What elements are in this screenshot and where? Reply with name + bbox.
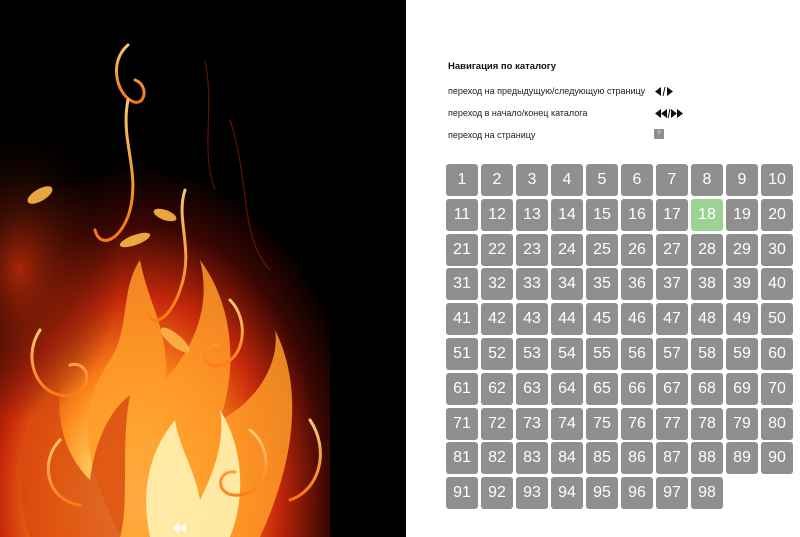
page-button[interactable]: 27 xyxy=(656,234,688,266)
legend-first-last: переход в начало/конец каталога xyxy=(448,108,588,118)
legend-title: Навигация по каталогу xyxy=(448,61,557,72)
page-button[interactable]: 38 xyxy=(691,268,723,300)
page-button[interactable]: 23 xyxy=(516,234,548,266)
page-button[interactable]: 86 xyxy=(621,442,653,474)
page-button[interactable]: 78 xyxy=(691,408,723,440)
page-button[interactable]: 4 xyxy=(551,164,583,196)
page-button[interactable]: 37 xyxy=(656,268,688,300)
page-button[interactable]: 69 xyxy=(726,373,758,405)
legend-prev-next: переход на предыдущую/следующую страницу xyxy=(448,86,646,96)
page-button[interactable]: 72 xyxy=(481,408,513,440)
page-button[interactable]: 83 xyxy=(516,442,548,474)
page-button[interactable]: 68 xyxy=(691,373,723,405)
page-button[interactable]: 51 xyxy=(446,338,478,370)
page-button[interactable]: 34 xyxy=(551,268,583,300)
page-button[interactable]: 11 xyxy=(446,199,478,231)
page-button[interactable]: 62 xyxy=(481,373,513,405)
page-button[interactable]: 45 xyxy=(586,303,618,335)
legend-go-to-page: переход на страницу xyxy=(448,130,536,140)
page-button[interactable]: 84 xyxy=(551,442,583,474)
prev-next-icon xyxy=(655,87,673,96)
page-button[interactable]: 98 xyxy=(691,477,723,509)
page-button[interactable]: 95 xyxy=(586,477,618,509)
page-button[interactable]: 73 xyxy=(516,408,548,440)
page-button[interactable]: 93 xyxy=(516,477,548,509)
page-button[interactable]: 59 xyxy=(726,338,758,370)
page-button[interactable]: 24 xyxy=(551,234,583,266)
page-button[interactable]: 13 xyxy=(516,199,548,231)
page-button[interactable]: 47 xyxy=(656,303,688,335)
page-button[interactable]: 54 xyxy=(551,338,583,370)
page-button[interactable]: 19 xyxy=(726,199,758,231)
page-button[interactable]: 14 xyxy=(551,199,583,231)
page-button[interactable]: 81 xyxy=(446,442,478,474)
page-button[interactable]: 16 xyxy=(621,199,653,231)
page-button[interactable]: 82 xyxy=(481,442,513,474)
page-button[interactable]: 85 xyxy=(586,442,618,474)
page-button[interactable]: 28 xyxy=(691,234,723,266)
page-button[interactable]: 64 xyxy=(551,373,583,405)
page-button[interactable]: 17 xyxy=(656,199,688,231)
page-button[interactable]: 29 xyxy=(726,234,758,266)
page-button[interactable]: 90 xyxy=(761,442,793,474)
page-button[interactable]: 55 xyxy=(586,338,618,370)
page-button[interactable]: 7 xyxy=(656,164,688,196)
page-button[interactable]: 56 xyxy=(621,338,653,370)
page-button[interactable]: 48 xyxy=(691,303,723,335)
page-button[interactable]: 32 xyxy=(481,268,513,300)
page-button[interactable]: 97 xyxy=(656,477,688,509)
prev-arrow-icon xyxy=(172,523,180,533)
page-button[interactable]: 15 xyxy=(586,199,618,231)
page-button[interactable]: 52 xyxy=(481,338,513,370)
page-button[interactable]: 61 xyxy=(446,373,478,405)
page-button[interactable]: 43 xyxy=(516,303,548,335)
page-button[interactable]: 94 xyxy=(551,477,583,509)
page-button[interactable]: 49 xyxy=(726,303,758,335)
page-button[interactable]: 96 xyxy=(621,477,653,509)
page-button[interactable]: 10 xyxy=(761,164,793,196)
page-button[interactable]: 80 xyxy=(761,408,793,440)
page-button[interactable]: 3 xyxy=(516,164,548,196)
page-button[interactable]: 1 xyxy=(446,164,478,196)
page-button[interactable]: 57 xyxy=(656,338,688,370)
page-button[interactable]: 36 xyxy=(621,268,653,300)
page-button[interactable]: 67 xyxy=(656,373,688,405)
page-button[interactable]: 66 xyxy=(621,373,653,405)
page-number-grid xyxy=(446,164,793,509)
page-button[interactable]: 76 xyxy=(621,408,653,440)
page-button-current[interactable]: 18 xyxy=(691,199,723,231)
page-button[interactable]: 31 xyxy=(446,268,478,300)
go-to-page-icon: ? xyxy=(654,129,664,139)
page-button[interactable]: 79 xyxy=(726,408,758,440)
page-button[interactable]: 30 xyxy=(761,234,793,266)
page-button[interactable]: 21 xyxy=(446,234,478,266)
catalog-navigation-panel xyxy=(406,0,800,537)
page-button[interactable]: 40 xyxy=(761,268,793,300)
page-button[interactable]: 63 xyxy=(516,373,548,405)
page-button[interactable]: 26 xyxy=(621,234,653,266)
page-button[interactable]: 8 xyxy=(691,164,723,196)
page-button[interactable]: 60 xyxy=(761,338,793,370)
page-button[interactable]: 89 xyxy=(726,442,758,474)
page-button[interactable]: 88 xyxy=(691,442,723,474)
page-button[interactable]: 9 xyxy=(726,164,758,196)
page-button[interactable]: 25 xyxy=(586,234,618,266)
page-button[interactable]: 75 xyxy=(586,408,618,440)
page-button[interactable]: 35 xyxy=(586,268,618,300)
page-button[interactable]: 39 xyxy=(726,268,758,300)
page-button[interactable]: 77 xyxy=(656,408,688,440)
page-button[interactable]: 53 xyxy=(516,338,548,370)
page-button[interactable]: 6 xyxy=(621,164,653,196)
page-button[interactable]: 74 xyxy=(551,408,583,440)
page-button[interactable]: 65 xyxy=(586,373,618,405)
page-button[interactable]: 58 xyxy=(691,338,723,370)
page-button[interactable]: 2 xyxy=(481,164,513,196)
page-button[interactable]: 70 xyxy=(761,373,793,405)
page-button[interactable]: 12 xyxy=(481,199,513,231)
page-button[interactable]: 33 xyxy=(516,268,548,300)
artwork-page-nav xyxy=(172,523,208,535)
page-button[interactable]: 20 xyxy=(761,199,793,231)
page-button[interactable]: 46 xyxy=(621,303,653,335)
prev-page-button[interactable] xyxy=(194,523,208,535)
page-button[interactable]: 71 xyxy=(446,408,478,440)
page-button[interactable]: 87 xyxy=(656,442,688,474)
page-button[interactable]: 50 xyxy=(761,303,793,335)
page-button[interactable]: 91 xyxy=(446,477,478,509)
page-button[interactable]: 22 xyxy=(481,234,513,266)
page-button[interactable]: 5 xyxy=(586,164,618,196)
page-button[interactable]: 41 xyxy=(446,303,478,335)
first-last-icon xyxy=(655,109,683,118)
page-button[interactable]: 92 xyxy=(481,477,513,509)
page-button[interactable]: 44 xyxy=(551,303,583,335)
page-button[interactable]: 42 xyxy=(481,303,513,335)
